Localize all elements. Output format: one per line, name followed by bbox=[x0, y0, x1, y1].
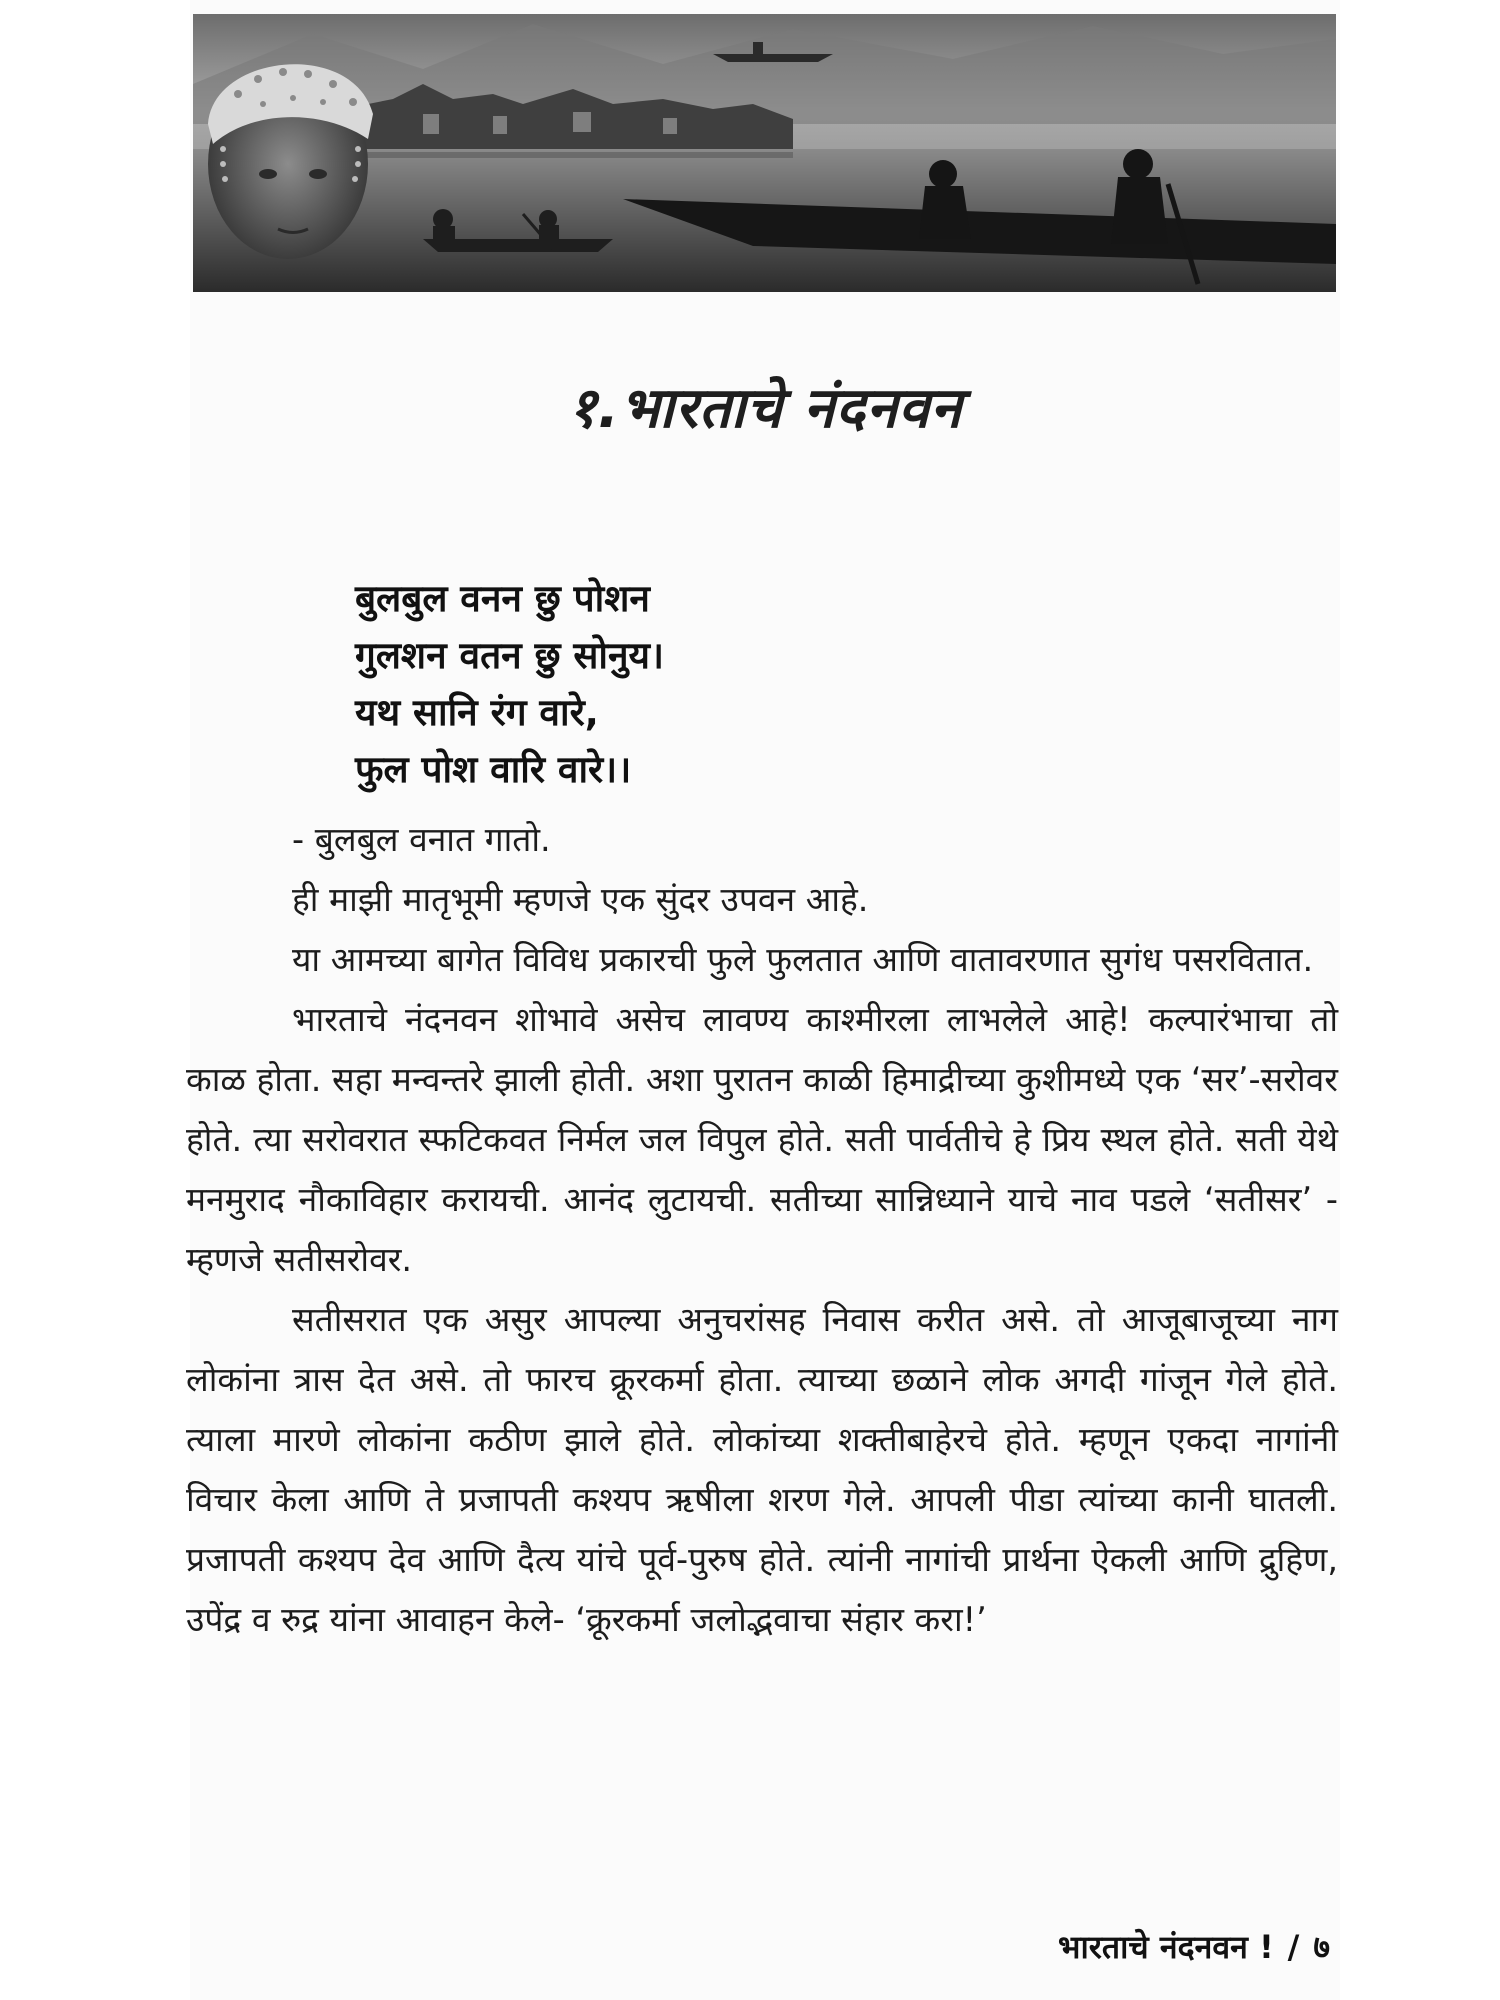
chapter-title: १.भारताचे नंदनवन bbox=[567, 376, 963, 441]
poem-line: फुल पोश वारि वारे।। bbox=[355, 748, 632, 791]
banner-photo bbox=[193, 14, 1336, 292]
poem-line: बुलबुल वनन छु पोशन bbox=[355, 577, 650, 620]
lake-boats-illustration bbox=[193, 14, 1336, 292]
paragraph: ही माझी मातृभूमी म्हणजे एक सुंदर उपवन आहे. bbox=[292, 880, 869, 919]
poem-line: गुलशन वतन छु सोनुय। bbox=[355, 634, 665, 677]
running-title: भारताचे नंदनवन ! bbox=[1058, 1928, 1274, 1966]
paragraph: - बुलबुल वनात गातो. bbox=[292, 820, 551, 859]
footer-separator: / bbox=[1287, 1928, 1300, 1966]
poem-line: यथ सानि रंग वारे, bbox=[355, 691, 599, 734]
paragraph: सतीसरात एक असुर आपल्या अनुचरांसह निवास करीत असे. तो आजूबाजूच्या नाग लोकांना त्रास देत असे. तो फारच क्रूरकर्मा होता. त्याच्या छळाने लोक अगदी गांजून गेले होते. त्याला मारणे लोकांना कठीण झाले होते. लोकांच्या शक्तीबाहेरचे होते. म्हणून एकदा नागांनी विचार केला आणि ते प्रजापती कश्यप ऋषीला शरण गेले. आपली पीडा त्यांच्या कानी घातली. प्रजापती कश्यप देव आणि दैत्य यांचे पूर्व-पुरुष होते. त्यांनी नागांची प्रार्थना ऐकली आणि द्रुहिण, उपेंद्र व रुद्र यांना आवाहन केले- ‘क्रूरकर्मा जलोद्भवाचा संहार करा!’ bbox=[186, 1300, 1338, 1639]
paragraph: भारताचे नंदनवन शोभावे असेच लावण्य काश्मीरला लाभलेले आहे! कल्पारंभाचा तो काळ होता. सहा मन्वन्तरे झाली होती. अशा पुरातन काळी हिमाद्रीच्या कुशीमध्ये एक ‘सर’-सरोवर होते. त्या सरोवरात स्फटिकवत निर्मल जल विपुल होते. सती पार्वतीचे हे प्रिय स्थल होते. सती येथे मनमुराद नौकाविहार करायची. आनंद लुटायची. सतीच्या सान्निध्याने याचे नाव पडले ‘सतीसर’ - म्हणजे सतीसरोवर. bbox=[186, 1000, 1338, 1279]
paragraph: या आमच्या बागेत विविध प्रकारची फुले फुलतात आणि वातावरणात सुगंध पसरवितात. bbox=[292, 940, 1314, 979]
page-footer bbox=[1058, 1925, 1330, 1968]
poem-stanza bbox=[355, 570, 664, 798]
page-number: ७ bbox=[1313, 1928, 1330, 1966]
body-text bbox=[186, 810, 1338, 1650]
